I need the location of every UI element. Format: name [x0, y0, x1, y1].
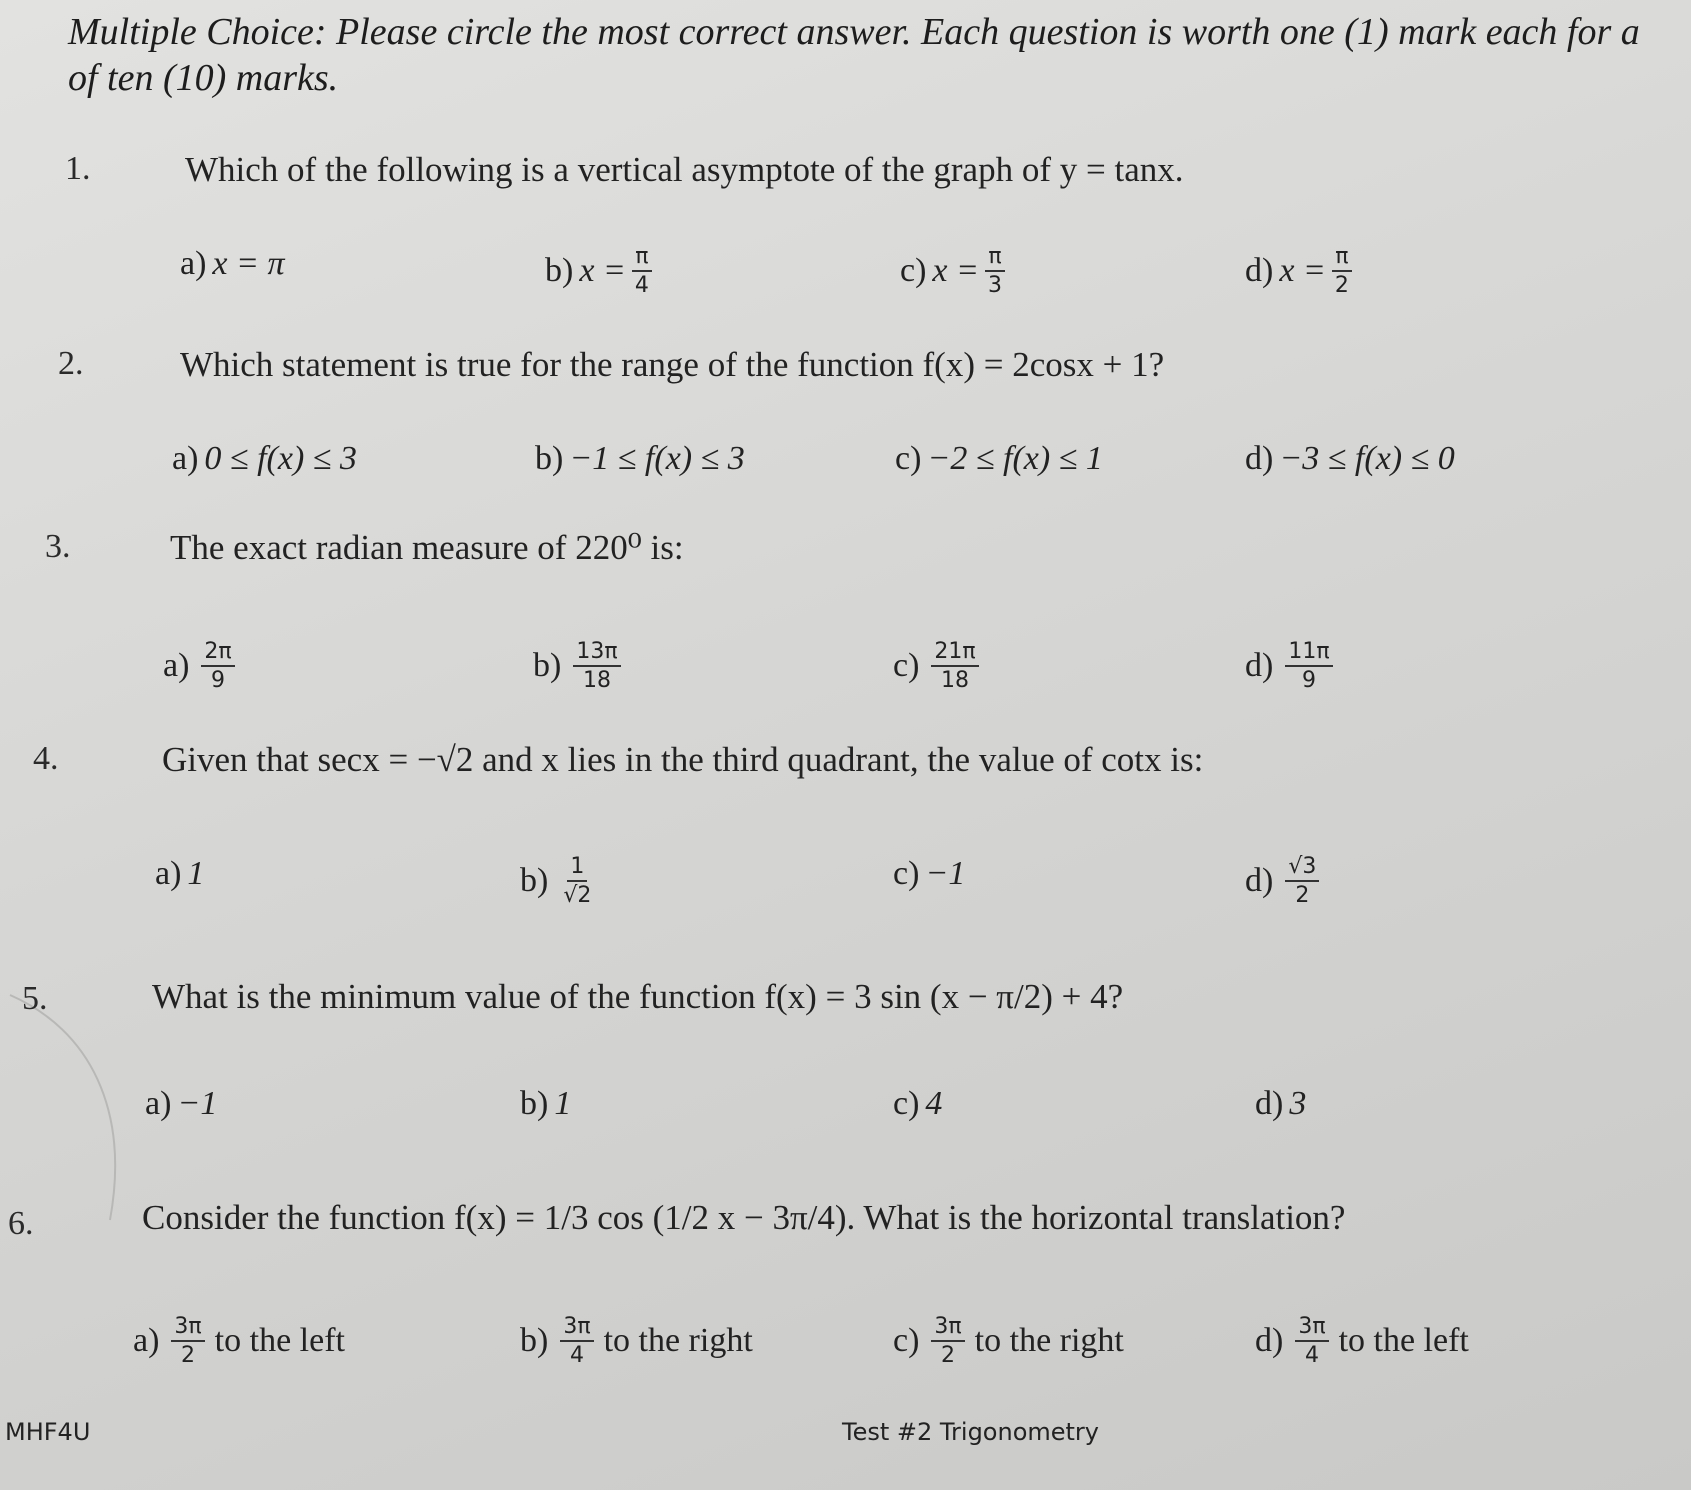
- option-letter: b): [533, 647, 562, 685]
- answer-option[interactable]: [1255, 1085, 1306, 1123]
- fraction-numerator: √3: [1285, 855, 1319, 882]
- question-number: 1.: [65, 150, 91, 187]
- option-letter: b): [520, 862, 549, 900]
- answer-option[interactable]: [520, 855, 600, 907]
- fraction-denominator: 9: [211, 668, 226, 694]
- fraction-numerator: 11π: [1285, 640, 1332, 667]
- option-expression: 3: [1289, 1085, 1307, 1122]
- option-direction: to the left: [1338, 1322, 1469, 1360]
- fraction-denominator: 18: [582, 668, 611, 694]
- option-fraction: [171, 1315, 204, 1367]
- fraction-numerator: 13π: [573, 640, 620, 667]
- fraction-numerator: π: [1332, 245, 1351, 272]
- option-expression: 1: [554, 1085, 572, 1122]
- option-expression: −1 ≤ f(x) ≤ 3: [569, 440, 745, 477]
- option-letter: d): [1245, 252, 1274, 290]
- answer-option[interactable]: [520, 1085, 571, 1123]
- fraction-numerator: π: [985, 245, 1004, 272]
- fraction-denominator: 4: [634, 273, 649, 299]
- option-direction: to the right: [974, 1322, 1124, 1360]
- option-expression: x =: [579, 252, 626, 290]
- fraction-numerator: 2π: [201, 640, 234, 667]
- answer-option[interactable]: [145, 1085, 217, 1123]
- option-expression: 4: [925, 1085, 943, 1122]
- option-expression: x = π: [212, 245, 285, 282]
- answer-option[interactable]: [1245, 855, 1325, 907]
- answer-option[interactable]: [895, 440, 1103, 478]
- option-fraction: [1285, 855, 1319, 907]
- answer-option[interactable]: [1245, 640, 1339, 692]
- option-fraction: [1285, 640, 1332, 692]
- test-title: Test #2 Trigonometry: [842, 1418, 1100, 1446]
- option-letter: b): [520, 1322, 549, 1360]
- option-expression: −3 ≤ f(x) ≤ 0: [1279, 440, 1455, 477]
- question-number: 5.: [22, 980, 48, 1017]
- question-text: Which statement is true for the range of the function f(x) = 2cosx + 1?: [180, 345, 1165, 384]
- option-expression: 0 ≤ f(x) ≤ 3: [204, 440, 357, 477]
- option-letter: b): [545, 252, 574, 290]
- option-fraction: [1332, 245, 1352, 297]
- option-direction: to the left: [214, 1322, 345, 1360]
- answer-option[interactable]: [545, 245, 658, 297]
- option-fraction: [201, 640, 234, 692]
- fraction-numerator: 3π: [1295, 1315, 1328, 1342]
- answer-option[interactable]: [1245, 440, 1455, 478]
- fraction-denominator: 4: [569, 1343, 584, 1369]
- option-expression: −2 ≤ f(x) ≤ 1: [927, 440, 1103, 477]
- fraction-denominator: 2: [941, 1343, 956, 1369]
- fraction-denominator: 3: [987, 273, 1002, 299]
- option-letter: c): [895, 440, 922, 477]
- question-text: What is the minimum value of the function f(x) = 3 sin (x − π/2) + 4?: [152, 977, 1124, 1016]
- fraction-numerator: 1: [567, 855, 587, 882]
- question-number: 3.: [45, 528, 71, 565]
- option-letter: c): [893, 1085, 920, 1122]
- option-fraction: [560, 1315, 593, 1367]
- option-letter: c): [893, 647, 920, 685]
- option-fraction: [560, 855, 594, 907]
- instructions-line-1: Multiple Choice: Please circle the most correct answer. Each question is worth one (1) mark each for a: [68, 11, 1640, 53]
- question-number: 6.: [8, 1205, 34, 1242]
- question-number: 2.: [58, 345, 84, 382]
- fraction-numerator: 21π: [931, 640, 978, 667]
- fraction-denominator: 2: [1334, 273, 1349, 299]
- fraction-numerator: π: [632, 245, 651, 272]
- option-letter: d): [1255, 1085, 1284, 1122]
- option-direction: to the right: [603, 1322, 753, 1360]
- fraction-denominator: 18: [941, 668, 970, 694]
- option-letter: a): [145, 1085, 172, 1122]
- option-letter: d): [1245, 440, 1274, 477]
- fraction-numerator: 3π: [171, 1315, 204, 1342]
- question-text: Which of the following is a vertical asymptote of the graph of y = tanx.: [185, 150, 1184, 189]
- option-expression: x =: [932, 252, 979, 290]
- option-fraction: [931, 1315, 964, 1367]
- answer-option[interactable]: [1255, 1315, 1469, 1367]
- option-letter: a): [155, 855, 182, 892]
- fraction-numerator: 3π: [560, 1315, 593, 1342]
- fraction-denominator: 2: [1295, 883, 1310, 909]
- answer-option[interactable]: [520, 1315, 753, 1367]
- answer-option[interactable]: [155, 855, 204, 893]
- question-number: 4.: [33, 740, 59, 777]
- fraction-denominator: 4: [1304, 1343, 1319, 1369]
- question-text: Consider the function f(x) = 1/3 cos (1/2 x − 3π/4). What is the horizontal translation?: [142, 1198, 1346, 1237]
- fraction-numerator: 3π: [931, 1315, 964, 1342]
- option-fraction: [985, 245, 1005, 297]
- answer-option[interactable]: [533, 640, 627, 692]
- answer-option[interactable]: [133, 1315, 345, 1367]
- answer-option[interactable]: [180, 245, 285, 283]
- answer-option[interactable]: [893, 1315, 1124, 1367]
- answer-option[interactable]: [900, 245, 1011, 297]
- question-text: The exact radian measure of 220⁰ is:: [170, 528, 684, 567]
- option-expression: 1: [187, 855, 205, 892]
- option-letter: d): [1245, 647, 1274, 685]
- option-fraction: [632, 245, 652, 297]
- option-letter: a): [180, 245, 207, 282]
- option-expression: x =: [1279, 252, 1326, 290]
- fraction-denominator: 2: [181, 1343, 196, 1369]
- option-letter: b): [520, 1085, 549, 1122]
- course-code: MHF4U: [5, 1418, 91, 1446]
- fraction-denominator: √2: [563, 883, 592, 909]
- option-expression: −1: [925, 855, 966, 892]
- answer-option[interactable]: [535, 440, 745, 478]
- option-letter: c): [893, 1322, 920, 1360]
- option-letter: a): [172, 440, 199, 477]
- option-letter: c): [893, 855, 920, 892]
- option-expression: −1: [177, 1085, 218, 1122]
- answer-option[interactable]: [893, 1085, 942, 1123]
- option-letter: a): [163, 647, 190, 685]
- option-letter: b): [535, 440, 564, 477]
- option-fraction: [573, 640, 620, 692]
- answer-option[interactable]: [163, 640, 241, 692]
- option-letter: d): [1255, 1322, 1284, 1360]
- option-letter: c): [900, 252, 927, 290]
- answer-option[interactable]: [893, 640, 985, 692]
- option-fraction: [931, 640, 978, 692]
- pencil-mark: [0, 990, 140, 1230]
- instructions-line-2: of ten (10) marks.: [68, 57, 339, 99]
- option-letter: d): [1245, 862, 1274, 900]
- option-fraction: [1295, 1315, 1328, 1367]
- answer-option[interactable]: [1245, 245, 1358, 297]
- option-letter: a): [133, 1322, 160, 1360]
- fraction-denominator: 9: [1301, 668, 1316, 694]
- question-text: Given that secx = −√2 and x lies in the third quadrant, the value of cotx is:: [162, 740, 1204, 779]
- answer-option[interactable]: [172, 440, 357, 478]
- answer-option[interactable]: [893, 855, 965, 893]
